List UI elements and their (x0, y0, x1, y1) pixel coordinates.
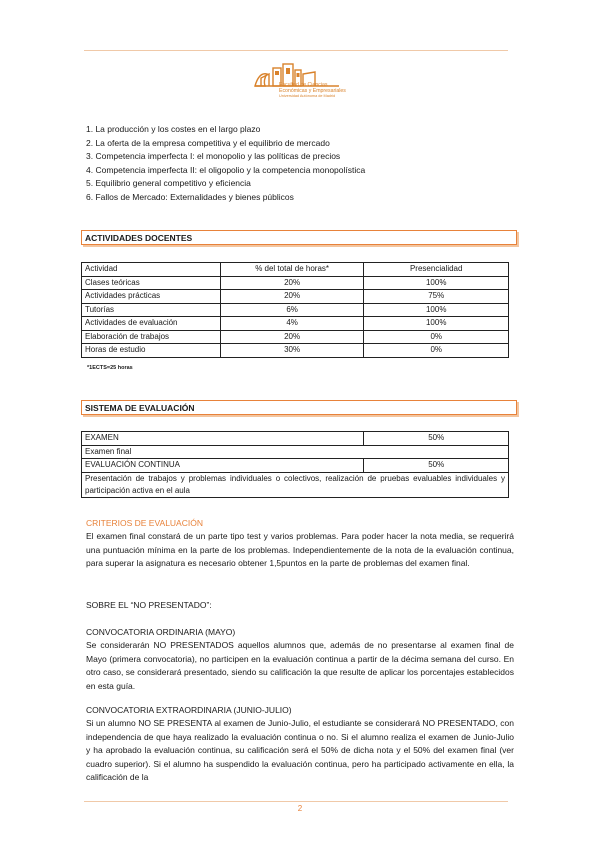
table-cell: Horas de estudio (82, 344, 221, 358)
criteria-title: CRITERIOS DE EVALUACIÓN (86, 518, 203, 528)
topic-list (86, 123, 365, 205)
list-item: 3. Competencia imperfecta I: el monopolio y las políticas de precios (86, 151, 341, 162)
list-item: 1. La producción y los costes en el largo plazo (86, 124, 261, 134)
logo-line: Económicas y Empresariales (279, 87, 346, 94)
table-cell: EVALUACIÓN CONTINUA (82, 459, 364, 473)
table-cell: Actividades de evaluación (82, 317, 221, 331)
table-row (82, 344, 509, 358)
table-row (82, 459, 509, 473)
evaluation-table (81, 431, 509, 498)
no-presentado-heading: SOBRE EL “NO PRESENTADO”: (86, 600, 212, 610)
logo-line: Universidad Autónoma de Madrid (279, 94, 336, 99)
extraordinaria-heading: CONVOCATORIA EXTRAORDINARIA (JUNIO-JULIO) (86, 705, 292, 715)
table-cell: 100% (364, 303, 509, 317)
table-row (82, 317, 509, 331)
ordinaria-paragraph: Se considerarán NO PRESENTADOS aquellos alumnos que, además de no presentarse al examen final de Mayo (primera convocatoria), no participen en la evaluación continua a partir de la décima semana del curso. En otro caso, se considerará presentado, siendo su calificación la que resulte de aplicar los porcentajes establecidos en esta guía. (86, 640, 514, 691)
list-item: 5. Equilibrio general competitivo y eficiencia (86, 178, 251, 189)
extraordinaria-paragraph: Si un alumno NO SE PRESENTA al examen de Junio-Julio, el estudiante se considerará NO PRESENTADO, con independencia de que haya realizado la evaluación continua o no. Si el alumno realiza el examen de Junio-Julio y ha aprobado la evaluación continua, su calificación será el 50% de dicha nota y el 50% del examen final (ver cuadro superior). Si el alumno ha suspendido la evaluación continua, pero ha participado activamente en ella, la calificación de la (86, 718, 514, 783)
table-cell: 50% (364, 459, 509, 473)
list-item: 4. Competencia imperfecta II: el oligopolio y la competencia monopolística (86, 164, 366, 175)
table-row (82, 276, 509, 290)
logo-line: Facultad de Ciencias (279, 82, 328, 88)
table-cell: 6% (220, 303, 364, 317)
table-row (82, 472, 509, 497)
table-row (82, 432, 509, 446)
table-cell: Presentación de trabajos y problemas individuales o colectivos, realización de pruebas evaluables individuales y participación activa en el aula (82, 472, 509, 497)
page-number: 2 (297, 804, 303, 813)
logo-caption (279, 83, 349, 100)
table-cell: 20% (220, 276, 364, 290)
ects-footnote: *1ECTS=25 horas (87, 365, 133, 371)
table-cell: 50% (364, 432, 509, 446)
table-row (82, 303, 509, 317)
table-cell: Examen final (82, 445, 509, 459)
table-cell: 100% (364, 276, 509, 290)
table-cell: 20% (220, 290, 364, 304)
table-cell: 0% (364, 330, 509, 344)
column-header: Presencialidad (364, 263, 509, 277)
table-cell: 20% (220, 330, 364, 344)
table-row (82, 330, 509, 344)
table-cell: 4% (220, 317, 364, 331)
table-cell: Elaboración de trabajos (82, 330, 221, 344)
ordinaria-heading: CONVOCATORIA ORDINARIA (MAYO) (86, 627, 236, 637)
evaluation-heading: SISTEMA DE EVALUACIÓN (81, 400, 517, 415)
table-row (82, 290, 509, 304)
activities-table (81, 262, 509, 358)
table-cell: 30% (220, 344, 364, 358)
table-cell: 0% (364, 344, 509, 358)
table-cell: EXAMEN (82, 432, 364, 446)
column-header: Actividad (82, 263, 221, 277)
criteria-paragraph: El examen final constará de un parte tipo test y varios problemas. Para poder hacer la nota media, se requerirá una puntuación mínima en la parte de los problemas. Independientemente de la nota de la evaluación continua, para superar la asignatura es necesario obtener 1,5puntos en la parte de problemas del examen final. (86, 531, 514, 569)
column-header: % del total de horas* (220, 263, 364, 277)
list-item: 2. La oferta de la empresa competitiva y el equilibrio de mercado (86, 137, 330, 148)
activities-heading: ACTIVIDADES DOCENTES (81, 230, 517, 245)
table-cell: 100% (364, 317, 509, 331)
table-cell: Actividades prácticas (82, 290, 221, 304)
footer-rule (84, 801, 508, 802)
table-cell: 75% (364, 290, 509, 304)
table-header-row (82, 263, 509, 277)
table-cell: Clases teóricas (82, 276, 221, 290)
table-cell: Tutorías (82, 303, 221, 317)
table-row (82, 445, 509, 459)
header-rule (84, 50, 508, 51)
list-item: 6. Fallos de Mercado: Externalidades y bienes públicos (86, 191, 294, 202)
